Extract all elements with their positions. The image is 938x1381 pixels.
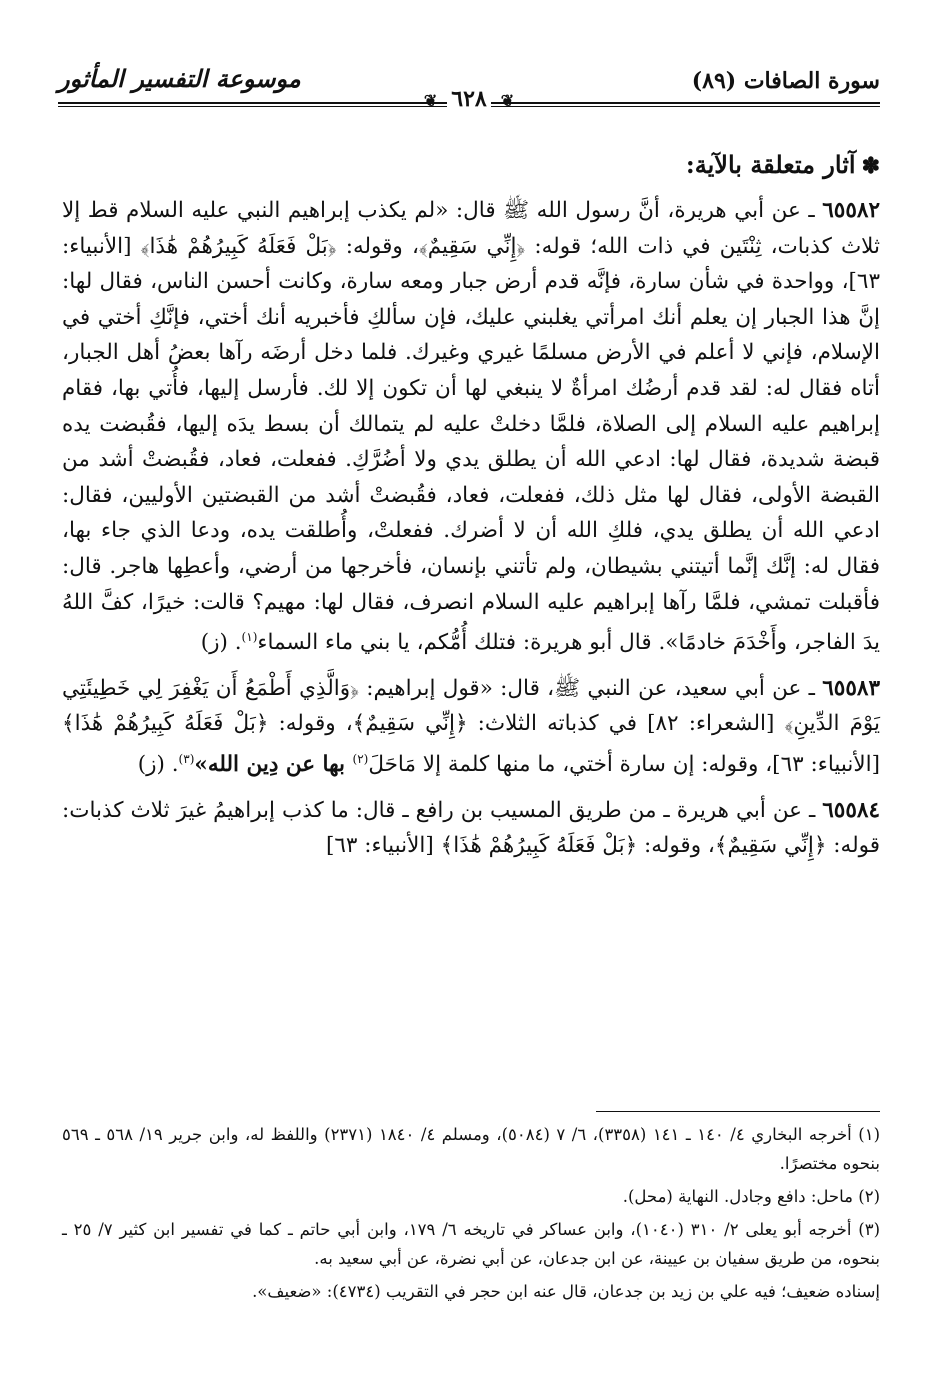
hadith-number: ٦٥٥٨٣ [822, 675, 880, 701]
hadith-number: ٦٥٥٨٢ [822, 198, 880, 223]
footnote-item: (٢) ماحل: دافع وجادل. النهاية (محل). [622, 1187, 880, 1206]
flower-icon: ✽ [861, 153, 880, 179]
ornament-icon: ❦ [423, 91, 438, 110]
section-title [62, 150, 880, 179]
hadith-text-cont: بها عن دِين الله» [194, 752, 353, 778]
footnote-item: إسناده ضعيف؛ فيه علي بن زيد بن جدعان، قال عنه ابن حجر في التقريب (٤٧٣٤): «ضعيف». [252, 1282, 880, 1301]
hadith-paragraph [62, 793, 880, 864]
footnote-ref[interactable]: (٣) [178, 752, 195, 767]
page-number: ٦٢٨ [447, 86, 490, 112]
hadith-number: ٦٥٥٨٤ [822, 797, 880, 823]
hadith-text: ـ عن أبي سعيد، عن النبي ﷺ، قال: «قول إبراهيم: ﴿وَالَّذِي أَطْمَعُ أَن يَغْفِرَ لِي خَطِيئَتِي يَوْمَ الدِّينِ﴾ [الشعراء: ٨٢] في كذباته الثلاث: ﴿إِنِّي سَقِيمٌ﴾، وقوله: ﴿بَلْ فَعَلَهُ كَبِيرُهُمْ هَٰذَا﴾ [الأنبياء: ٦٣]، وقوله: إن سارة أختي، ما منها كلمة إلا مَاحَلَ [62, 675, 880, 778]
footnote-ref[interactable]: (٢) [352, 752, 369, 767]
surah-title: سورة الصافات (٨٩) [691, 68, 880, 94]
hadith-paragraph [62, 671, 880, 783]
footnotes [62, 1120, 880, 1310]
page-number-row [0, 86, 938, 112]
hadith-tail: . (ز) [137, 752, 179, 778]
section-title-text: آثار متعلقة بالآية: [685, 150, 856, 179]
hadith-paragraph [62, 193, 880, 661]
footnote-item: (٣) أخرجه أبو يعلى ٢/ ٣١٠ (١٠٤٠)، وابن عساكر في تاريخه ٦/ ١٧٩، وابن أبي حاتم ـ كما في تفسير ابن كثير ٧/ ٢٥ ـ بنحوه، من طريق سفيان بن عيينة، عن ابن جدعان، عن أبي نضرة، عن أبي سعيد به. [62, 1220, 880, 1268]
ornament-icon: ❦ [500, 91, 515, 110]
hadith-text: ـ عن أبي هريرة، أنَّ رسول الله ﷺ قال: «لم يكذب إبراهيم النبي عليه السلام قط إلا ثلاث كذبات، ثِنْتَين في ذات الله؛ قوله: ﴿إِنِّي سَقِيمٌ﴾، وقوله: ﴿بَلْ فَعَلَهُ كَبِيرُهُمْ هَٰذَا﴾ [الأنبياء: ٦٣]، وواحدة في شأن سارة، فإنَّه قدم أرض جبار ومعه سارة، وكانت أحسن الناس، فقال لها: إنَّ هذا الجبار إن يعلم أنك امرأتي يغلبني عليك، فإن سألكِ فأخبريه أنك أختي، فإنَّكِ أختي في الإسلام، فإني لا أعلم في الأرض مسلمًا غيري وغيرك. فلما دخل أرضَه رآها بعضُ أهل الجبار، أتاه فقال له: لقد قدم أرضُك امرأةٌ لا ينبغي لها أن تكون إلا لك. فأرسل إليها، فأُتي بها، فقام إبراهيم عليه السلام إلى الصلاة، فلمَّا دخلتْ عليه لم يتمالك أن بسط يدَه إليها، فقُبضت يده قبضة شديدة، فقال لها: ادعي الله أن يطلق يدي ولا أضُرَّكِ. ففعلت، فعاد، فقُبضتْ أشد من القبضة الأولى، فقال لها مثل ذلك، ففعلت، فعاد، فقُبضتْ أشد من القبضتين الأوليين، فقال: ادعي الله أن يطلق يدي، فلكِ الله أن لا أضرك. ففعلتْ، وأُطلقت يده، ودعا الذي جاء بها، فقال له: إنَّك إنَّما أتيتني بشيطان، ولم تأتني بإنسان، فأخرجها من أرضي، وأعطِها هاجر. قال: فأقبلت تمشي، فلمَّا رآها إبراهيم عليه السلام انصرف، فقال لها: مهيم؟ قالت: خيرًا، كفَّ اللهُ يدَ الفاجر، وأَخْدَمَ خادمًا». قال أبو هريرة: فتلك أُمُّكم، يا بني ماء السماء [62, 198, 880, 656]
footnote-divider [596, 1111, 880, 1112]
main-text [62, 150, 880, 874]
footnote-ref[interactable]: (١) [241, 630, 258, 645]
footnote-item: (١) أخرجه البخاري ٤/ ١٤٠ ـ ١٤١ (٣٣٥٨)، ٦/ ٧ (٥٠٨٤)، ومسلم ٤/ ١٨٤٠ (٢٣٧١) واللفظ له، وابن جرير ١٩/ ٥٦٨ ـ ٥٦٩ بنحوه مختصرًا. [62, 1125, 880, 1173]
hadith-tail: . (ز) [200, 630, 242, 656]
book-title: موسوعة التفسير المأثور [58, 64, 301, 93]
hadith-text: ـ عن أبي هريرة ـ من طريق المسيب بن رافع ـ قال: ما كذب إبراهيمُ غيرَ ثلاث كذبات: قوله: ﴿إِنِّي سَقِيمٌ﴾، وقوله: ﴿بَلْ فَعَلَهُ كَبِيرُهُمْ هَٰذَا﴾ [الأنبياء: ٦٣] [62, 797, 880, 859]
